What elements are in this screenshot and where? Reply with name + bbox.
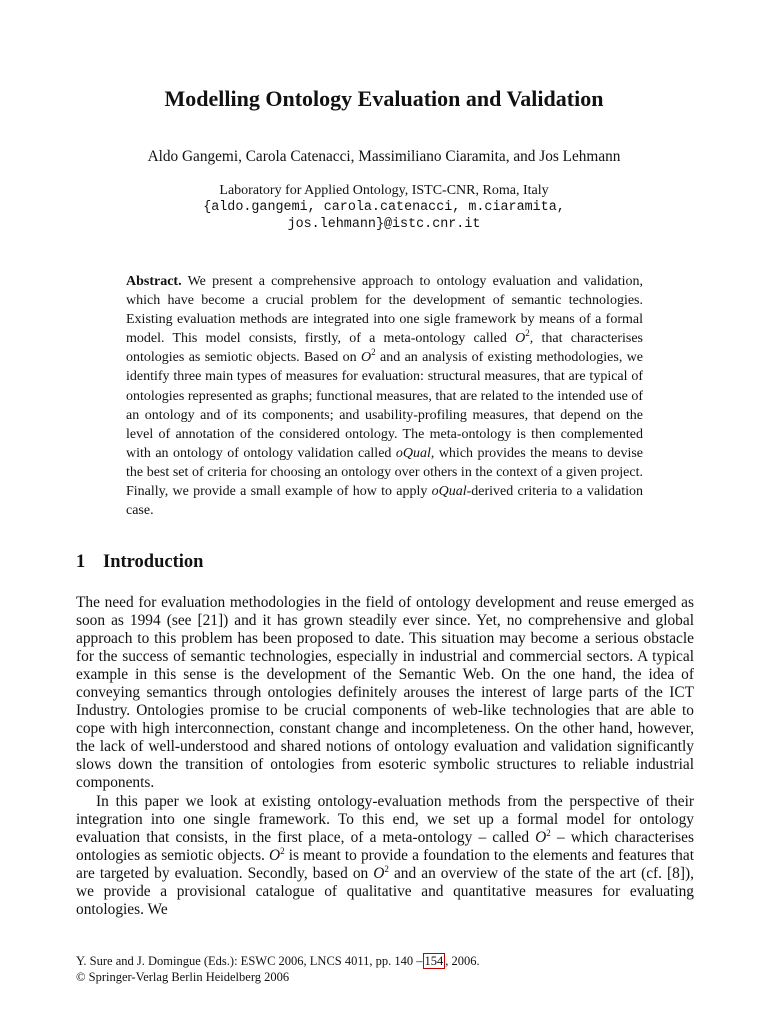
paper-title: Modelling Ontology Evaluation and Validation — [164, 86, 604, 111]
superscript: 2 — [546, 827, 551, 838]
email-line-2: jos.lehmann}@istc.cnr.it — [287, 217, 481, 232]
paragraph-2-text-b: – which characterises ontologies as semiotic objects. — [76, 828, 694, 864]
abstract — [126, 272, 643, 520]
section-number: 1 — [76, 552, 86, 572]
symbol-o: O — [535, 828, 547, 846]
abstract-text-3: and an analysis of existing methodologies, we identify three main types of measures for evaluation: structural measures, that are typical of ontologies represented as graphs; functional measures, that are related to the intended use of an ontology and of its components; and usability-profiling measures, that depend on the level of annotation of the considered ontology. The meta-ontology is then complemented with an ontology of ontology validation called — [126, 350, 644, 461]
paragraph-2-text-a: In this paper we look at existing ontology-evaluation methods from the perspective of their integration into one single framework. To this end, we set up a formal model for ontology evaluation that consists, in the first place, of a meta-ontology – called — [76, 792, 694, 846]
citation-text: Y. Sure and J. Domingue (Eds.): ESWC 2006, LNCS 4011, pp. 140 – — [76, 954, 423, 968]
section-body — [76, 594, 694, 919]
symbol-o: O — [269, 846, 281, 864]
superscript: 2 — [384, 863, 389, 874]
abstract-text-4: , which provides the means to devise the best set of criteria for choosing an ontology over others in the context of a given project. Finally, we provide a small example of how to apply — [126, 445, 644, 500]
section-heading — [76, 552, 203, 573]
symbol-o: O — [515, 331, 526, 347]
abstract-label: Abstract. — [126, 274, 182, 289]
oqual-term: oQual — [395, 445, 431, 461]
paragraph-2 — [76, 793, 694, 919]
abstract-text-2: , that characterises ontologies as semiotic objects. Based on — [126, 331, 643, 366]
superscript: 2 — [371, 347, 376, 358]
affiliation: Laboratory for Applied Ontology, ISTC-CNR, Roma, Italy — [219, 183, 549, 198]
superscript: 2 — [525, 328, 530, 339]
symbol-o: O — [373, 864, 385, 882]
abstract-text-5: -derived criteria to a validation case. — [126, 484, 644, 519]
superscript: 2 — [280, 845, 285, 856]
author-list: Aldo Gangemi, Carola Catenacci, Massimiliano Ciaramita, and Jos Lehmann — [147, 148, 621, 165]
copyright-line: © Springer-Verlag Berlin Heidelberg 2006 — [76, 970, 290, 984]
affiliation-block — [0, 182, 768, 233]
paragraph-1: The need for evaluation methodologies in the field of ontology development and reuse emerged as soon as 1994 (see [21]) and it has grown steadily ever since. Yet, no comprehensive and global approach to this problem has been proposed to date. This situation may become a serious obstacle for the success of semantic technologies, especially in industrial and commercial sectors. A typical example in this sense is the development of the Semantic Web. On the one hand, the idea of conveying semantics through ontologies definitely arouses the interest of large parts of the ICT Industry. Ontologies promise to be crucial components of web-like technologies that are able to cope with high interconnection, constant change and incompleteness. On the other hand, however, the lack of well-understood and shared notions of ontology evaluation and validation significantly slows down the transition of ontologies from esoteric symbolic structures to reliable industrial components. — [76, 594, 694, 792]
page-end-link[interactable]: 154 — [424, 954, 444, 968]
abstract-text-1: We present a comprehensive approach to ontology evaluation and validation, which have become a crucial problem for the development of semantic technologies. Existing evaluation methods are integrated into one sigle framework by means of a formal model. This model consists, firstly, of a meta-ontology called — [126, 274, 643, 347]
paragraph-2-text-c: is meant to provide a foundation to the elements and features that are targeted by evaluation. Secondly, based on — [76, 846, 694, 882]
citation-year: , 2006. — [445, 954, 480, 968]
citation-line — [76, 953, 696, 969]
symbol-o: O — [361, 350, 372, 366]
paragraph-2-text-d: and an overview of the state of the art (cf. [8]), we provide a provisional catalogue of qualitative and quantitative measures for evaluating ontologies. We — [76, 864, 694, 918]
section-title: Introduction — [103, 552, 204, 572]
footer — [76, 953, 696, 985]
oqual-term: oQual — [431, 484, 467, 500]
email-line-1: {aldo.gangemi, carola.catenacci, m.ciaramita, — [203, 200, 565, 215]
